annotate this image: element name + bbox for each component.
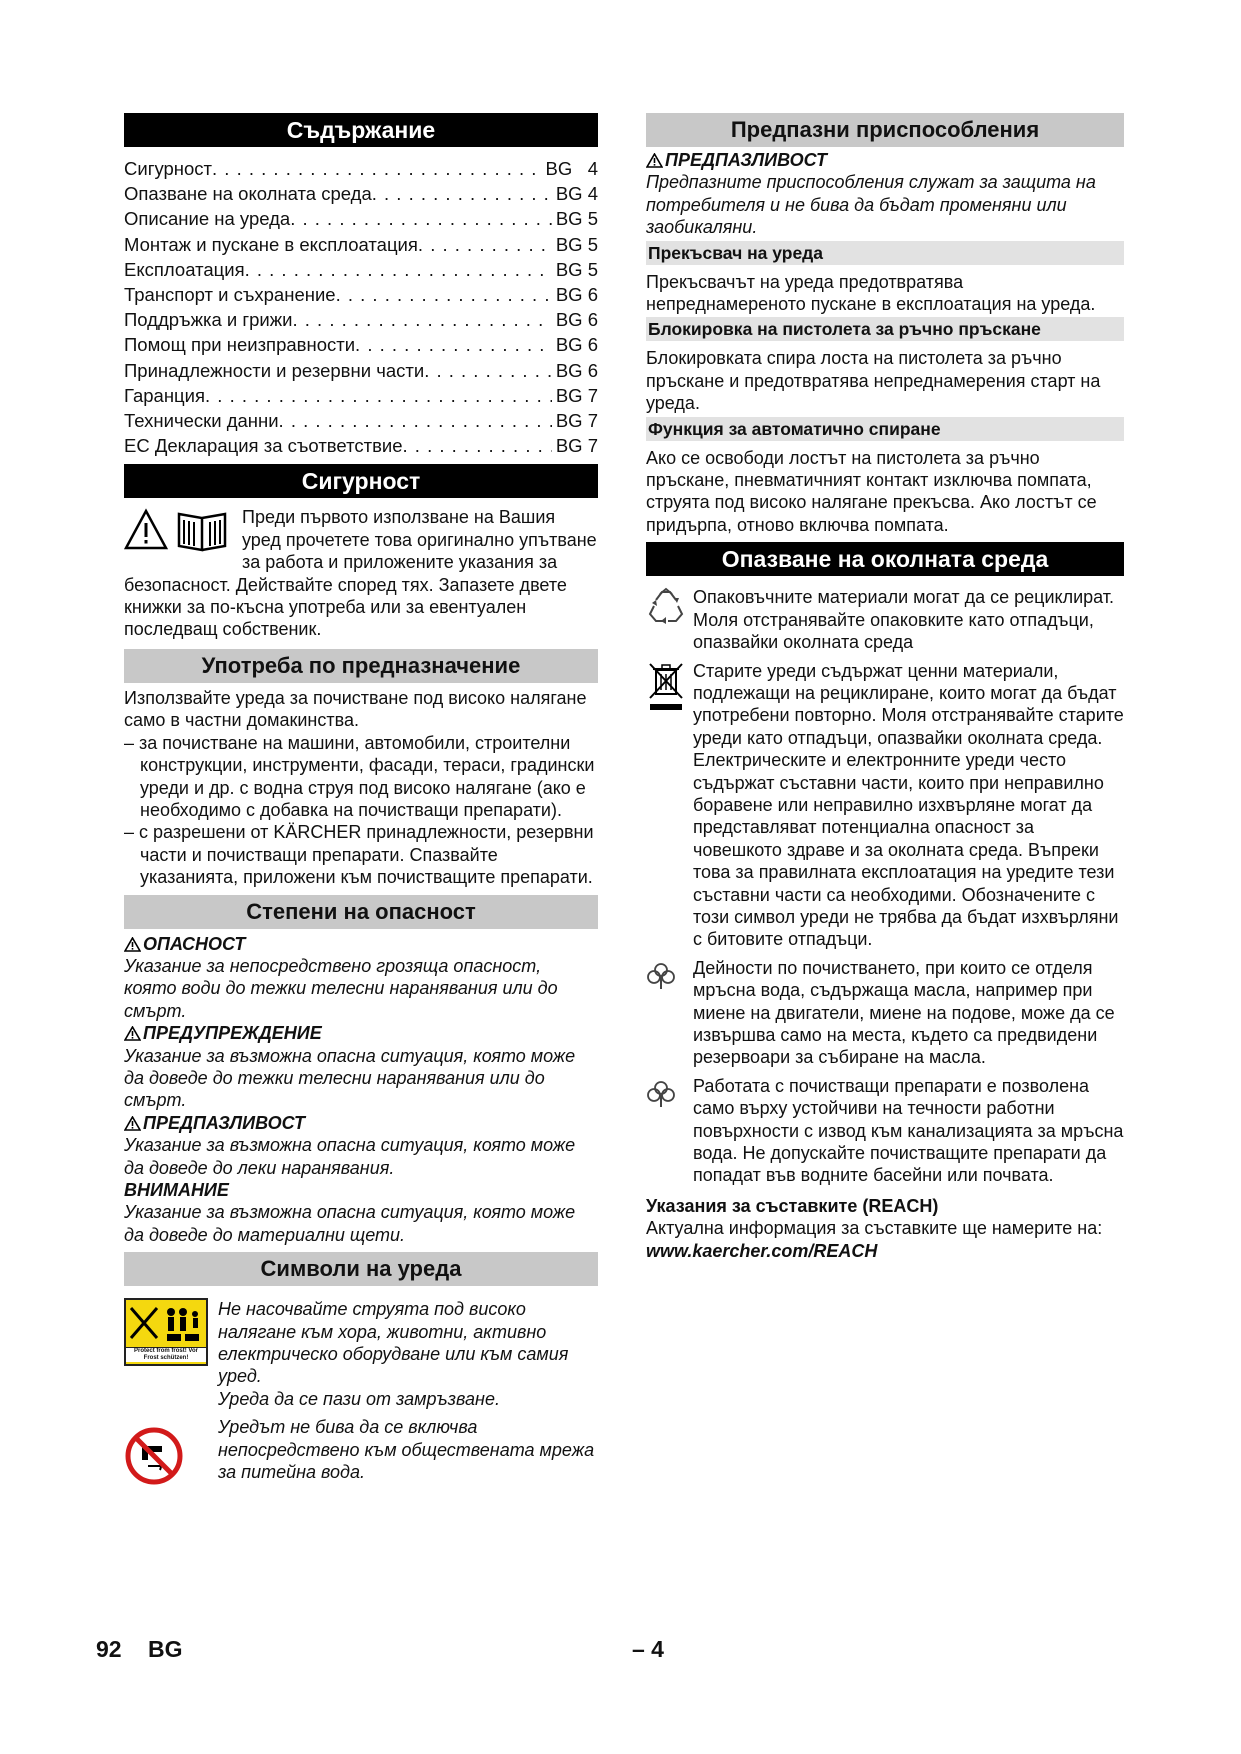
warning-triangle-icon [124,937,141,952]
hazard-levels-heading: Степени на опасност [124,895,598,929]
toc-entry-page: BG 6 [555,309,598,331]
toc-list [124,156,598,458]
toc-leader-dots [205,383,552,408]
env-row-oil [646,957,1124,1069]
toc-leader-dots [212,156,542,181]
toc-entry-label: Описание на уреда [124,208,291,230]
environment-heading: Опазване на околната среда [646,542,1124,576]
toc-leader-dots [245,257,552,282]
toc-leader-dots [418,232,552,257]
symbol-row-jet [124,1298,598,1410]
hazard-label: ОПАСНОСТ [124,933,598,955]
toc-leader-dots [372,181,552,206]
toc-entry-page: BG 6 [555,284,598,306]
intended-use-text: Използвайте уреда за почистване под високо налягане само в частни домакинства. [124,687,587,731]
toc-entry-page: BG 4 [545,158,598,179]
high-pressure-warning-sticker-icon [124,1298,218,1366]
toc-entry-label: Технически данни [124,410,279,432]
toc-entry-page: BG 5 [555,233,598,255]
gun-lock-heading: Блокировка на пистолета за ръчно пръскане [646,317,1124,341]
page-number: 92 [96,1636,122,1662]
reach-text: Актуална информация за съставките ще намерите на: [646,1218,1103,1239]
warning-triangle-icon [646,153,663,168]
intended-use-bullet: – с разрешени от KÄRCHER принадлежности, резервни части и почистващи препарати. Спазвайте указанията, приложени към почистващите препарати. [124,822,594,888]
autostop-heading: Функция за автоматично спиране [646,417,1124,441]
symbol1-frost-text: Уреда да се пази от замръзване. [218,1388,500,1409]
toc-entry-page: BG 4 [555,183,598,205]
toc-entry[interactable] [124,257,598,282]
toc-entry[interactable] [124,181,598,206]
hazard-label: ПРЕДПАЗЛИВОСТ [124,1112,598,1134]
toc-entry[interactable] [124,156,598,181]
crossed-bin-icon [646,660,693,717]
device-switch-heading: Прекъсвач на уреда [646,241,1124,265]
toc-leader-dots [290,206,552,231]
symbol1-text: Не насочвайте струята под високо налягане към хора, животни, активно електрическо оборудване или към самия уред. [218,1299,569,1387]
toc-entry[interactable] [124,232,598,257]
caution-text: Предпазните приспособления служат за защита на потребителя и не бива да бъдат променяни или заобикаляни. [646,172,1096,238]
toc-leader-dots [424,358,552,383]
toc-entry-label: Сигурност [124,158,213,179]
language-code: BG [148,1636,183,1662]
right-column [646,113,1124,1262]
intended-use-bullet: – за почистване на машини, автомобили, строителни конструкции, инструменти, фасади, тераси, градински уреди и др. с водна струя под високо налягане (ако е необходимо с добавка на почистващи препарати). [124,732,595,820]
toc-entry-page: BG 7 [555,384,598,406]
toc-entry-page: BG 7 [555,435,598,457]
weee-text-1: Старите уреди съдържат ценни материали, подлежащи на рециклиране, които могат да бъдат употребени повторно. Моля отстранявайте старите уреди като отпадъци, опазвайки околната среда. [693,660,1124,748]
safety-intro-text: Преди първото използване на Вашия уред прочетете това оригинално упътване за работа и приложените указания за безопасност. Действайте според тях. Запазете двете книжки за по-късна употреба или за евентуален последващ собственик. [124,507,597,640]
reach-link[interactable]: www.kaercher.com/REACH [646,1240,878,1261]
toc-entry[interactable] [124,383,598,408]
toc-entry[interactable] [124,358,598,383]
oil-text: Дейности по почистването, при които се отделя мръсна вода, съдържаща масла, например при миене на двигатели, миене на подове, може да се извършва само на места, където са предвидени резервоари за събиране на масла. [693,957,1115,1068]
toc-leader-dots [279,408,552,433]
toc-entry[interactable] [124,307,598,332]
device-symbols-heading: Символи на уреда [124,1252,598,1286]
symbol2-text: Уредът не бива да се включва непосредствено към обществената мрежа за питейна вода. [218,1417,595,1483]
toc-entry[interactable] [124,282,598,307]
hazard-text: Указание за възможна опасна ситуация, която може да доведе до материални щети. [124,1202,576,1245]
toc-entry-label: Помощ при неизправности [124,334,356,356]
environment-tree-icon [646,957,693,996]
autostop-text: Ако се освободи лостът на пистолета за ръчно пръскане, пневматичният контакт изключва помпата, струята под високо налягане прекъсва. Ако лостът се придърпа, отново включва помпата. [646,447,1097,535]
toc-entry-label: ЕС Декларация за съответствие [124,435,403,457]
caution-label: ПРЕДПАЗЛИВОСТ [646,149,1124,171]
manual-warning-icon [124,508,234,557]
sticker-text: Protect from frost! Vor Frost schützen! [126,1347,206,1362]
toc-entry-page: BG 5 [555,258,598,280]
symbol-row-water [124,1416,598,1491]
hazard-label: ПРЕДУПРЕЖДЕНИЕ [124,1022,598,1044]
toc-entry[interactable] [124,332,598,357]
sub-page-number: – 4 [632,1636,664,1662]
toc-entry-label: Гаранция [124,384,206,406]
protective-heading: Предпазни приспособления [646,113,1124,147]
toc-leader-dots [403,433,552,458]
toc-entry-page: BG 6 [555,359,598,381]
toc-entry-page: BG 7 [555,410,598,432]
recycle-text: Опаковъчните материали могат да се рециклират. Моля отстранявайте опаковките като отпадъци, опазвайки околната среда [693,587,1115,653]
intended-use-heading: Употреба по предназначение [124,649,598,683]
env-row-detergent [646,1075,1124,1187]
reach-heading: Указания за съставките (REACH) [646,1195,939,1216]
hazard-text: Указание за възможна опасна ситуация, която може да доведе до леки наранявания. [124,1135,576,1178]
toc-leader-dots [355,332,552,357]
safety-intro [124,506,598,640]
device-switch-text: Прекъсвачът на уреда предотвратява непреднамереното пускане в експлоатация на уреда. [646,271,1096,315]
safety-heading: Сигурност [124,464,598,498]
hazard-text: Указание за непосредствено грозяща опасност, която води до тежки телесни наранявания или до смърт. [124,955,558,1021]
toc-entry-page: BG 6 [555,334,598,356]
toc-entry-label: Транспорт и съхранение [124,284,336,306]
toc-entry-label: Поддръжка и грижи [124,309,293,331]
toc-entry[interactable] [124,433,598,458]
toc-entry[interactable] [124,206,598,231]
gun-lock-text: Блокировката спира лоста на пистолета за ръчно пръскане и предотвратява непреднамерения старт на уреда. [646,348,1101,414]
toc-entry-label: Монтаж и пускане в експлоатация [124,233,418,255]
toc-entry-label: Принадлежности и резервни части [124,359,425,381]
recycle-icon [646,586,693,631]
env-row-recycle [646,586,1124,653]
toc-heading: Съдържание [124,113,598,147]
toc-leader-dots [336,282,552,307]
hazard-text: Указание за възможна опасна ситуация, която може да доведе до тежки телесни наранявания или до смърт. [124,1045,576,1111]
warning-triangle-icon [124,1116,141,1131]
no-drinking-water-connection-icon [124,1416,218,1491]
hazard-label: ВНИМАНИЕ [124,1180,229,1200]
left-column [124,113,598,1491]
hazard-list [124,933,598,1247]
toc-leader-dots [292,307,551,332]
detergent-text: Работата с почистващи препарати е позволена само върху устойчиви на течности работни повърхности с извод към канализацията за мръсна вода. Не допускайте почистващите препарати да попадат във водните басейни или почвата. [693,1075,1124,1186]
weee-text-2: Електрическите и електронните уреди често съдържат съставни части, които при неправилно боравене или неправилно изхвърляне могат да представляват потенциална опасност за човешкото здраве и за околната среда. Въпреки това за правилната експлоатация на уредите тези съставни части са необходими. Обозначените с този символ уреди не трябва да бъдат изхвърляни с битовите отпадъци. [693,750,1119,950]
toc-entry-label: Опазване на околната среда [124,183,372,205]
toc-entry-page: BG 5 [555,208,598,230]
env-row-weee [646,660,1124,951]
environment-tree-icon [646,1075,693,1114]
toc-entry[interactable] [124,408,598,433]
toc-entry-label: Експлоатация [124,258,245,280]
warning-triangle-icon [124,1026,141,1041]
